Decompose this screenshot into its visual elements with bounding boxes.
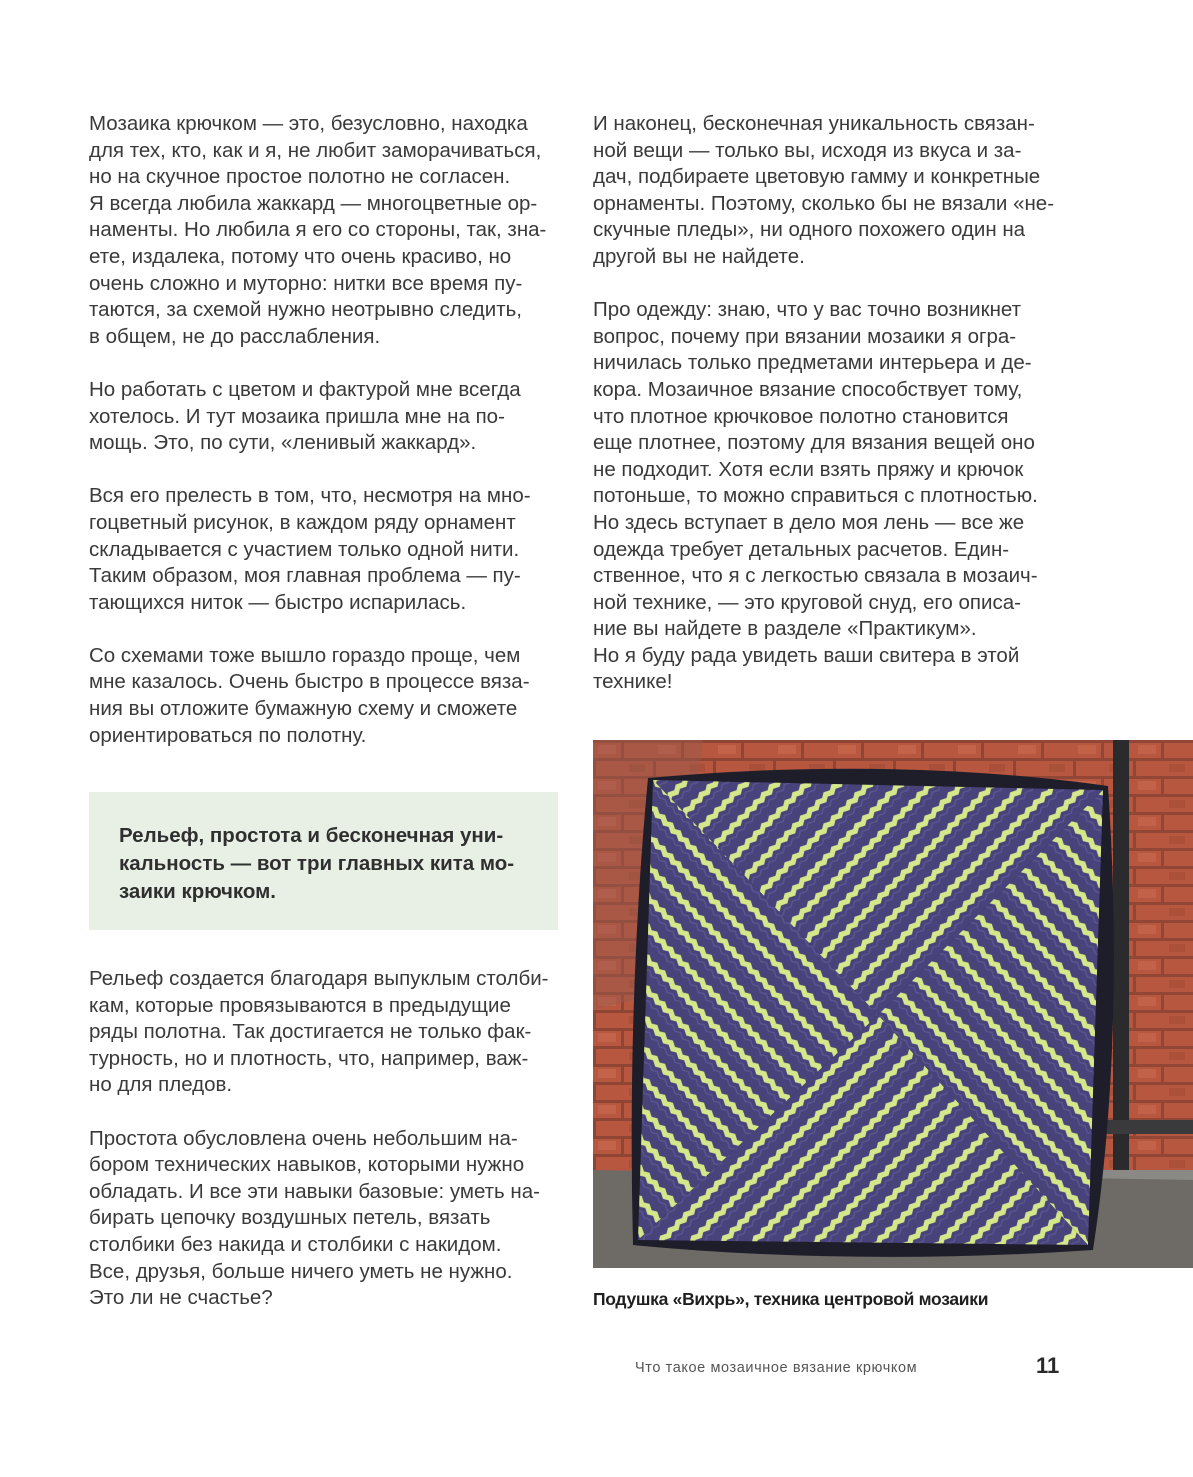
photo-caption: Подушка «Вихрь», техника центровой мозаики [593, 1289, 989, 1309]
pillow-photo [593, 740, 1193, 1268]
paragraph: Простота обусловлена очень небольшим на- бором технических навыков, которыми нужно обладать. И все эти навыки базовые: уметь на- бирать цепочку воздушных петель, вязать столбики без накида и столбики с накидом. Все, друзья, больше ничего уметь не нужно. Это ли не счастье? [89, 1126, 540, 1310]
pull-quote-text: Рельеф, простота и бесконечная уни- кальность — вот три главных кита мо- заики крючком. [119, 824, 515, 903]
right-column [593, 111, 1073, 696]
paragraph: Про одежду: знаю, что у вас точно возникнет вопрос, почему при вязании мозаики я огра- ничилась только предметами интерьера и де- кора. Мозаичное вязание способствует тому, что плотное крючковое полотно становится еще плотнее, поэтому для вязания вещей оно не подходит. Хотя если взять пряжу и крючок потоньше, то можно справиться с плотностью. Но здесь вступает в дело моя лень — все же одежда требует детальных расчетов. Един- ственное, что я с легкостью связала в мозаич- ной технике, — это круговой снуд, его описа- ние вы найдете в разделе «Практикум». Но я буду рада увидеть ваши свитера в этой технике! [593, 298, 1038, 694]
paragraph: И наконец, бесконечная уникальность связан- ной вещи — только вы, исходя из вкуса и за- дач, подбираете цветовую гамму и конкретные орнаменты. Поэтому, сколько бы не вязали «не- скучные пледы», ни одного похожего один на другой вы не найдете. [593, 112, 1055, 268]
paragraph: Рельеф создается благодаря выпуклым столби- кам, которые провязываются в предыдущие ряды полотна. Так достигается не только фак- турность, но и плотность, что, например, важ- но для пледов. [89, 967, 549, 1097]
paragraph: Вся его прелесть в том, что, несмотря на мно- гоцветный рисунок, в каждом ряду орнамент складывается с участием только одной нити. Таким образом, моя главная проблема — пу- тающихся ниток — быстро испарилась. [89, 484, 531, 614]
running-title: Что такое мозаичное вязание крючком [635, 1360, 918, 1376]
left-column-top [89, 111, 569, 749]
left-column-bottom [89, 966, 569, 1312]
paragraph: Мозаика крючком — это, безусловно, находка для тех, кто, как и я, не любит заморачиваться, но на скучное простое полотно не согласен. Я всегда любила жаккард — многоцветные ор- наменты. Но любила я его со стороны, так, зна- ете, издалека, потому что очень красиво, но очень сложно и муторно: нитки все время пу- таются, за схемой нужно неотрывно следить, в общем, не до расслабления. [89, 112, 547, 348]
page-number: 11 [1036, 1353, 1060, 1378]
paragraph: Но работать с цветом и фактурой мне всегда хотелось. И тут мозаика пришла мне на по- мощь. Это, по сути, «ленивый жаккард». [89, 377, 521, 455]
pillow-illustration [593, 740, 1193, 1268]
paragraph: Со схемами тоже вышло гораздо проще, чем мне казалось. Очень быстро в процессе вяза- ния вы отложите бумажную схему и сможете ориентироваться по полотну. [89, 643, 530, 747]
